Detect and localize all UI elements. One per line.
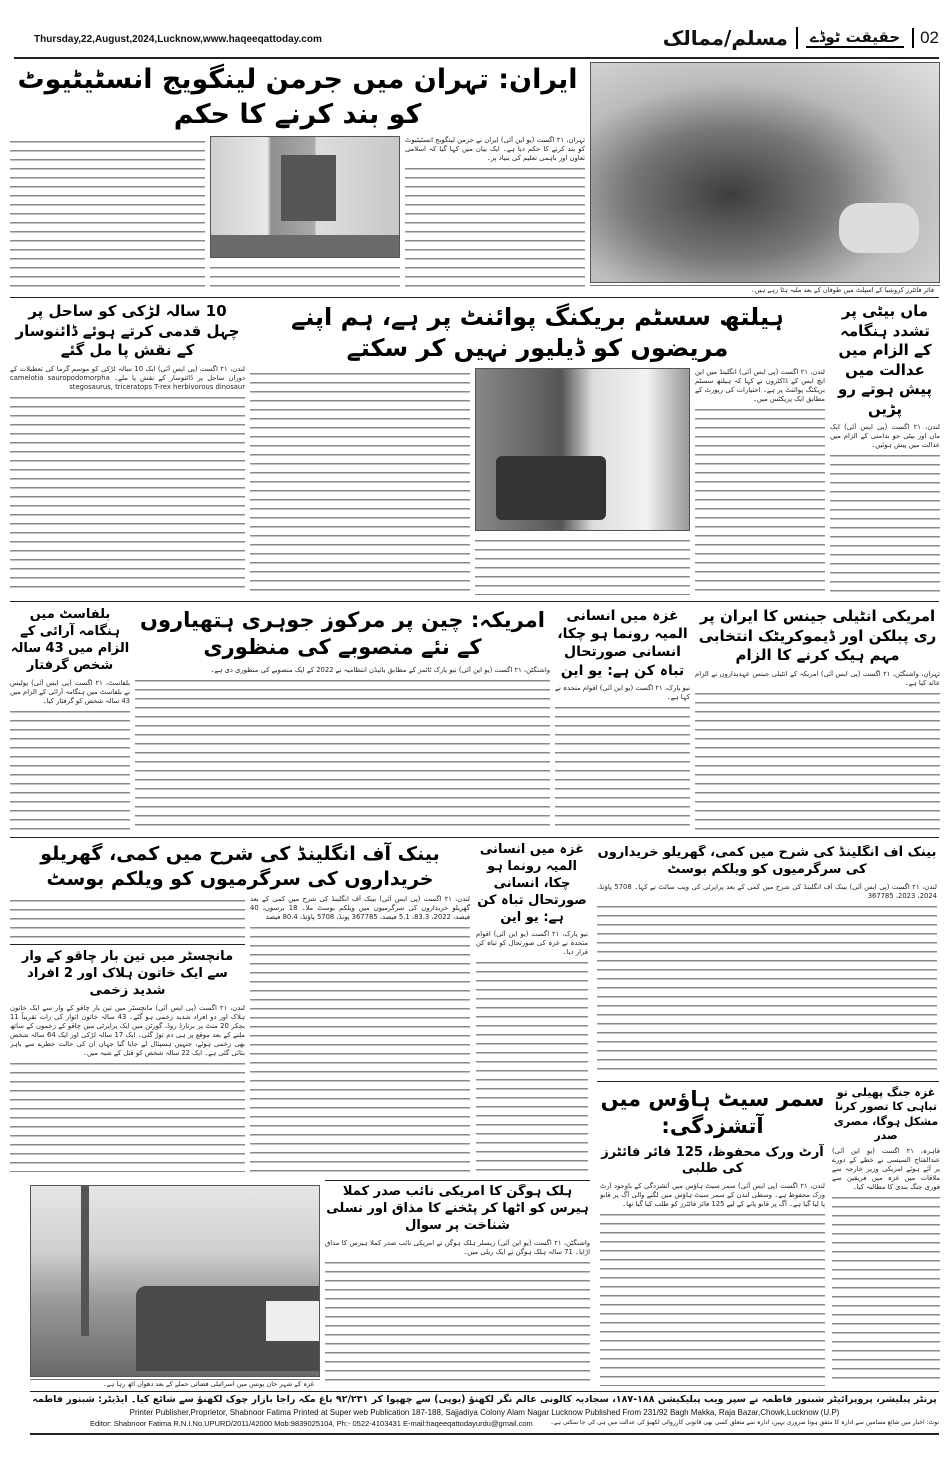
- boe-body-left-2: [10, 895, 245, 940]
- health-body-left: [250, 368, 470, 595]
- dinosaur-article: [10, 302, 245, 595]
- us-intel-body: تہران، واشنگٹن، ۲۱ اگست (پی ایس آئی) امریکہ کے انٹیلی جینس عہدیداروں نے الزام عائد کیا ہے۔: [695, 670, 940, 833]
- manchester-body: لندن، ۲۱ اگست (پی ایس آئی) مانچسٹر میں تین بار چاقو کے وار سے ایک خاتون ہلاک اور دو افراد شدید زخمی ہو گئے۔ 43 سالہ خاتون اتوار کی رات تقریباً 11 بجکر 20 منٹ پر برنارڈ روڈ، گورٹن میں ایک پراپرٹی میں چاقو کے زخموں کے ساتھ ملنے کے بعد موقع پر ہی دم توڑ گئی۔ ایک 17 سالہ لڑکی اور ایک 64 سالہ شخص بھی زخمی ہوئے، جنہیں ہسپتال لے جایا گیا جہاں ان کی حالت خطرے سے باہر بتائی گئی ہے۔ ایک 22 سالہ شخص کو قتل کے شبہ میں۔: [10, 1004, 245, 1172]
- divider: [325, 1180, 590, 1181]
- boe-body-left: لندن، ۲۱ اگست (پی ایس آئی) بینک آف انگلینڈ کی شرح میں کمی کے بعد گھریلو خریداروں کی سرگرمیوں میں ویلکم بوسٹ ملا۔ 18 برسوں، 40 فیصد، 2022، 83.3، 5.1 فیصد، 367785 پونڈ، 5708 پاؤنڈ، 80.4 فیصد: [250, 895, 470, 1172]
- footer-editor-line: Editor: Shabnoor Fatima R.N.I.No.UPURD/2011/42000 Mob:9839025104, Ph:- 0522-4103431 E-mail:haqeeqattodayurdu@gmail.com: [90, 1419, 533, 1429]
- croatia-photo-caption: فائر فائٹرز کروشیا کے اسپلٹ میں طوفان کے بعد ملبہ ہٹا رہے ہیں۔: [590, 285, 940, 294]
- footer-english-imprint: Printer Publisher,Proprietor, Shabnoor Fatima Printed at Super web Publication 187-188, Sajjadiya Colony Alam Nagar Lucknow Published From 231/92 Bagh Makka, Raja Bazar,Chowk,Lucknow (U.P): [129, 1408, 840, 1418]
- gaza-headline-2: غزہ میں انسانی المیہ رونما ہو چکا، انسانی صورتحال تباہ کن ہے: یو این: [477, 842, 587, 925]
- health-body-right: لندن، ۲۱ اگست (پی ایس آئی) انگلینڈ میں این ایچ ایس کے ڈاکٹروں نے کہا کہ ہیلتھ سسٹم بریکنگ پوائنٹ پر ہے۔ اختیارات کی رپورٹ کے مطابق ایک پریکٹس میں۔: [695, 368, 825, 595]
- china-nuclear-article: [135, 607, 550, 832]
- somerset-subheadline: آرٹ ورک محفوظ، 125 فائر فائٹرز کی طلبی: [601, 1144, 824, 1177]
- boe-headline-right: بینک آف انگلینڈ کی شرح میں کمی، گھریلو خریداروں کی سرگرمیوں کو ویلکم بوسٹ: [597, 845, 937, 877]
- iran-headline: ایران: تہران میں جرمن لینگویج انسٹیٹیوٹ کو بند کرنے کا حکم: [17, 64, 578, 131]
- gaza-article-2: [476, 842, 588, 1172]
- gaza-body-2: نیو یارک، ۲۱ اگست (یو این آئی) اقوام متحدہ نے غزہ کی صورتحال کو تباہ کن قرار دیا۔: [476, 930, 588, 1172]
- divider: [10, 944, 245, 945]
- somerset-article: [600, 1086, 825, 1386]
- footer: [30, 1394, 939, 1435]
- footer-urdu-imprint: پرنٹر پبلیشر، پروپرائیٹر شبنور فاطمہ نے سپر ویب پبلیکیشن ۱۸۸-۱۸۷، سجادیہ کالونی عالم نگر لکھنؤ (یوپی) سے چھپوا کر ۹۲/۲۳۱ باغ مکہ راجا بازار چوک لکھنؤ سے شائع کیا۔ ایڈیٹر: شبنور فاطمہ: [32, 1394, 937, 1405]
- iran-middle: [210, 136, 400, 292]
- mother-daughter-headline: ماں بیٹی پر تشدد ہنگامہ کے الزام میں عدالت میں پیش ہوتے رو پڑیں: [838, 302, 932, 418]
- boe-article-left: [10, 842, 470, 1172]
- iran-body-col3: [10, 136, 205, 292]
- dateline: Thursday,22,August,2024,Lucknow,www.haqeeqattoday.com: [34, 34, 322, 45]
- egypt-body: قاہرہ، ۲۱ اگست (یو این آئی) عبدالفتاح السیسی نے خطے کے دورے پر آئے ہوئے امریکی وزیر خارجہ سے ملاقات میں غزہ میں فریقین سے فوری جنگ بندی کا مطالبہ کیا۔: [832, 1147, 940, 1386]
- header-rule: [14, 57, 939, 59]
- belfast-body: بلفاسٹ، ۲۱ اگست (پی ایس آئی) پولیس نے بلفاسٹ میں ہنگامہ آرائی کے الزام میں 43 سالہ شخص کو گرفتار کیا۔: [10, 679, 130, 832]
- boe-left-stack: [10, 895, 245, 1172]
- khan-yunis-photo-block: [30, 1185, 320, 1388]
- gaza-headline-1: غزہ میں انسانی المیہ رونما ہو چکا، انسانی صورتحال تباہ کن ہے: یو این: [557, 608, 688, 679]
- header-divider: [796, 27, 798, 49]
- somerset-headline: سمر سیٹ ہاؤس میں آتشزدگی:: [600, 1087, 825, 1139]
- footer-rule-bottom: [30, 1433, 939, 1435]
- somerset-body: لندن، ۲۱ اگست (پی ایس آئی) سمر سیٹ ہاؤس میں آتشزدگی کے باوجود آرٹ ورک محفوظ ہے۔ وسطی لندن کے سمر سیٹ ہاؤس میں لگنے والی آگ پر قابو پا لیا گیا ہے۔ آگ پر قابو پانے کے لیے 125 فائر فائٹرز کو طلب کیا گیا تھا۔: [600, 1182, 825, 1386]
- divider: [10, 601, 939, 602]
- masthead: حقیقت ٹوڈے: [806, 28, 904, 48]
- khan-yunis-caption: غزہ کے شہر خان یونس میں اسرائیلی فضائی حملے کے بعد دھواں اٹھ رہا ہے۔: [30, 1379, 320, 1388]
- divider: [10, 837, 939, 838]
- egypt-headline: غزہ جنگ پھیلی تو تباہی کا تصور کرنا مشکل ہوگا، مصری صدر: [833, 1086, 939, 1142]
- iran-body-col1: تہران، ۲۱ اگست (یو این آئی) ایران نے جرمن لینگویج انسٹیٹیوٹ کو بند کرنے کا حکم دیا ہے۔ ایک بیان میں کہا گیا کہ اسلامی تعاون اور باہمی تعلیم کی بنیاد پر۔: [405, 136, 585, 292]
- gaza-body-1: نیو یارک، ۲۱ اگست (یو این آئی) اقوام متحدہ نے کہا ہے۔: [555, 684, 690, 832]
- khan-yunis-photo: [30, 1185, 320, 1377]
- footer-disclaimer: نوٹ: اخبار میں شائع مضامین سے ادارہ کا متفق ہونا ضروری نہیں، ادارہ سے متعلق کسی بھی قانونی کارروائی لکھنؤ کی عدالت میں ہی کی جا سکتی ہے۔: [550, 1419, 939, 1427]
- boe-article-right: [597, 845, 937, 1077]
- section-title: مسلم/ممالک: [662, 26, 788, 50]
- divider: [597, 1081, 939, 1082]
- health-body-under-photo: [475, 535, 690, 595]
- dinosaur-body: لندن، ۲۱ اگست (پی ایس آئی) ایک 10 سالہ لڑکی کو موسم گرما کی تعطیلات کے دوران ساحل پر ڈائنوسار کے نقش پا ملے۔ camelotia sauropodomorpha stegosaurus, triceratops T-rex herbivorous dinosaur: [10, 365, 245, 596]
- boe-headline-left: بینک آف انگلینڈ کی شرح میں کمی، گھریلو خریداروں کی سرگرمیوں کو ویلکم بوسٹ: [40, 843, 440, 890]
- iran-institute-photo: [210, 136, 400, 258]
- iran-body-col2: [210, 262, 400, 292]
- health-article: [250, 302, 825, 595]
- footer-rule-top: [30, 1391, 939, 1392]
- china-nuclear-headline: امریکہ: چین پر مرکوز جوہری ہتھیاروں کے نئے منصوبے کی منظوری: [140, 608, 545, 660]
- hulk-hogan-body: واشنگٹن، ۲۱ اگست (یو این آئی) ریسلر ہلک ہوگن نے امریکی نائب صدر کملا ہیرس کا مذاق اڑایا۔ 71 سالہ ہلک ہوگن نے ایک ریلی میں۔: [325, 1239, 590, 1387]
- mother-daughter-article: [830, 302, 940, 595]
- health-middle: [475, 368, 690, 595]
- gaza-article-1: [555, 607, 690, 832]
- hospital-photo: [475, 368, 690, 531]
- belfast-headline: بلفاسٹ میں ہنگامہ آرائی کے الزام میں 43 سالہ شخص گرفتار: [10, 607, 130, 673]
- page-number: 02: [912, 28, 939, 48]
- header-right: [663, 26, 939, 50]
- divider: [10, 297, 939, 298]
- boe-body-right: لندن، ۲۱ اگست (پی ایس آئی) بینک آف انگلینڈ کی شرح میں کمی کے بعد پراپرٹی کی ویب سائٹ نے کہا۔ 5708 پاؤنڈ، 2024، 2023، 367785: [597, 883, 937, 1077]
- china-nuclear-body: واشنگٹن، ۲۱ اگست (یو این آئی) نیو یارک ٹائمز کے مطابق بائیڈن انتظامیہ نے 2022 کے ایک منصوبے کی منظوری دی ہے۔: [135, 666, 550, 832]
- hulk-hogan-headline: ہلک ہوگن کا امریکی نائب صدر کملا ہیرس کو اٹھا کر پٹخنے کا مذاق اور نسلی شناخت پر سوال: [326, 1184, 589, 1233]
- us-intel-article: [695, 607, 940, 832]
- manchester-headline: مانچسٹر میں تین بار چاقو کے وار سے ایک خاتون ہلاک اور 2 افراد شدید زخمی: [21, 949, 234, 999]
- dinosaur-headline: 10 سالہ لڑکی کو ساحل پر چہل قدمی کرتے ہوئے ڈائنوسار کے نقش پا مل گئے: [15, 302, 240, 359]
- belfast-article: [10, 607, 130, 832]
- mother-daughter-body: لندن، ۲۱ اگست (پی ایس آئی) ایک ماں اور بیٹی جو بدامنی کے الزام میں عدالت میں پیش ہوئیں۔: [830, 423, 940, 595]
- croatia-photo-block: [590, 62, 940, 294]
- hulk-hogan-article: [325, 1184, 590, 1387]
- croatia-storm-photo: [590, 62, 940, 283]
- egypt-article: [832, 1086, 940, 1386]
- footer-bottom-row: [30, 1419, 939, 1428]
- health-headline: ہیلتھ سسٹم بریکنگ پوائنٹ پر ہے، ہم اپنے مریضوں کو ڈیلیور نہیں کر سکتے: [291, 303, 784, 363]
- us-intel-headline: امریکی انٹیلی جینس کا ایران پر ری پبلکن اور ڈیموکریٹک انتخابی مہم ہیک کرنے کا الزام: [698, 607, 937, 664]
- iran-article: [10, 62, 585, 292]
